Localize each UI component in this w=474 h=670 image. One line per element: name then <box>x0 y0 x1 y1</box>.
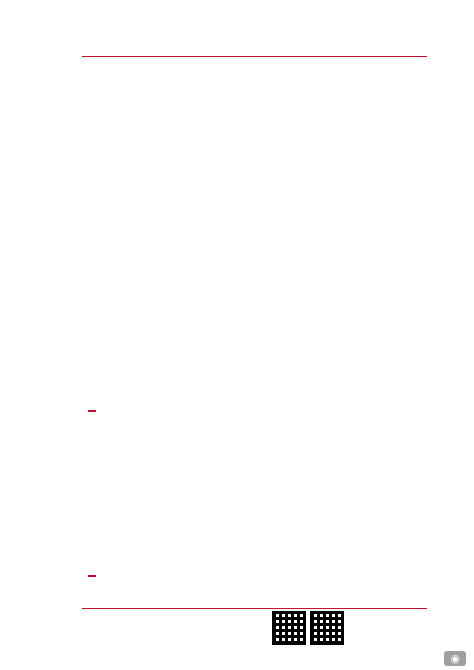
answer-label <box>88 410 96 412</box>
answer-label-bottom <box>88 575 96 577</box>
qr-code-left <box>272 611 306 645</box>
qr-code-right <box>310 611 344 645</box>
footer-rule <box>82 608 427 609</box>
wechat-icon: ◉ <box>450 652 460 665</box>
header-rule <box>82 56 427 57</box>
wechat-watermark <box>444 651 466 666</box>
